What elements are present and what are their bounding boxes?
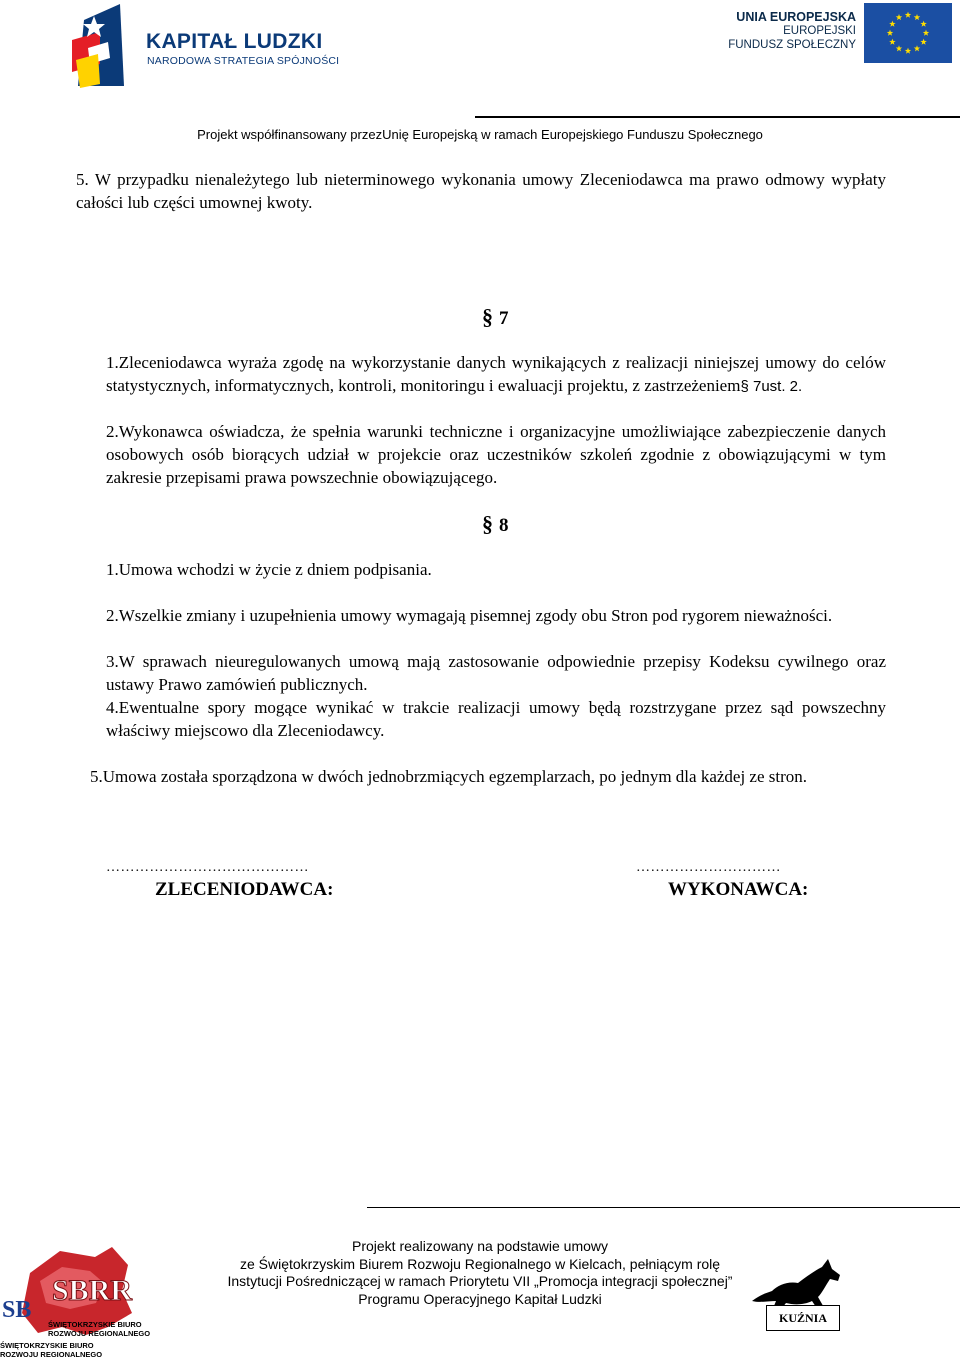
sbrr-caption-line-3: ŚWIĘTOKRZYSKIE BIURO [0,1341,94,1350]
kapital-ludzki-title: KAPITAŁ LUDZKI [146,30,323,53]
section-8-paragraph-4: 4.Ewentualne spory mogące wynikać w trakcie realizacji umowy będą rozstrzygane przez sąd powszechny właściwy miejscowo dla Zleceniodawcy. [106,698,886,740]
footer-divider [367,1207,960,1208]
kuznia-label-text: KUŹNIA [778,1310,827,1325]
cofinancing-note: Projekt współfinansowany przezUnię Europejską w ramach Europejskiego Funduszu Społecznego [197,127,763,142]
paragraph-6-5: 5. W przypadku nienależytego lub nieterminowego wykonania umowy Zleceniodawca ma prawo odmowy wypłaty całości lub części umownej kwoty. [76,170,886,212]
section-symbol: § [482,304,493,329]
footer-line-3: Instytucji Pośredniczącej w ramach Priorytetu VII „Promocja integracji społecznej” [227,1273,733,1289]
section-7-paragraph-2: 2.Wykonawca oświadcza, że spełnia warunki techniczne i organizacyjne umożliwiające zabezpieczenie danych osobowych osób biorących udział w projekcie oraz uczestników szkoleń zgodnie z obowiązującymi w tym zakresie przepisami prawa powszechnie obowiązującego. [106,422,886,487]
eu-fund-label [720,10,856,52]
section-8-paragraph-1: 1.Umowa wchodzi w życie z dniem podpisania. [106,560,432,579]
section-7-p1-text: 1.Zleceniodawca wyraża zgodę na wykorzystanie danych wynikających z realizacji niniejszej umowy do celów statystycznych, informatycznych, kontroli, monitoringu i ewaluacji projektu, z zastrzeżeniem [106,353,886,395]
sbrr-letters: SBRR [52,1274,133,1307]
eu-line-2: EUROPEJSKI [783,25,856,37]
section-8-paragraph-5: 5.Umowa została sporządzona w dwóch jednobrzmiących egzemplarzach, po jednym dla każdej ze stron. [90,767,808,786]
signature-line-left: …………………………………… [106,860,309,875]
footer-project-note [180,1238,780,1308]
kapital-ludzki-subtitle: NARODOWA STRATEGIA SPÓJNOŚCI [147,55,340,67]
section-7-p1-reference: § 7ust. 2. [740,378,803,395]
eu-line-1: UNIA EUROPEJSKA [736,10,856,24]
kuznia-label [766,1305,840,1331]
sbrr-caption-line-2: ROZWOJU REGIONALNEGO [48,1329,151,1338]
footer-line-4: Programu Operacyjnego Kapitał Ludzki [358,1290,602,1307]
sbrr-caption-line-1: ŚWIĘTOKRZYSKIE BIURO [48,1320,142,1329]
sbrr-caption-line-4: ROZWOJU REGIONALNEGO [0,1350,103,1359]
eu-line-3: FUNDUSZ SPOŁECZNY [728,39,856,51]
header-divider [475,116,960,118]
sbrr-caption-top [48,1320,150,1338]
signature-label-contractor: WYKONAWCA: [668,879,809,900]
eu-flag-icon [864,3,952,63]
sbrr-caption-bottom [0,1341,102,1359]
sb-letters: SB [2,1297,32,1323]
section-8-heading [482,511,509,537]
section-8-paragraph-2: 2.Wszelkie zmiany i uzupełnienia umowy wymagają pisemnej zgody obu Stron pod rygorem nieważności. [106,606,833,625]
footer-line-2: ze Świętokrzyskim Biurem Rozwoju Regionalnego w Kielcach, pełniącym rolę [239,1255,721,1272]
section-symbol: § [482,511,493,536]
signature-label-client: ZLECENIODAWCA: [155,879,334,900]
section-8-paragraph-3: 3.W sprawach nieuregulowanych umową mają zastosowanie odpowiednie przepisy Kodeksu cywilnego oraz ustawy Prawo zamówień publicznych. [106,652,886,694]
section-7-paragraph-1 [106,351,886,398]
section-7-heading [482,304,509,330]
section-8-number: 8 [499,515,509,536]
footer-line-1: Projekt realizowany na podstawie umowy [351,1238,608,1254]
eu-flag-graphic [864,3,952,63]
signature-line-right: ………………………… [636,860,781,875]
section-7-number: 7 [499,308,509,329]
